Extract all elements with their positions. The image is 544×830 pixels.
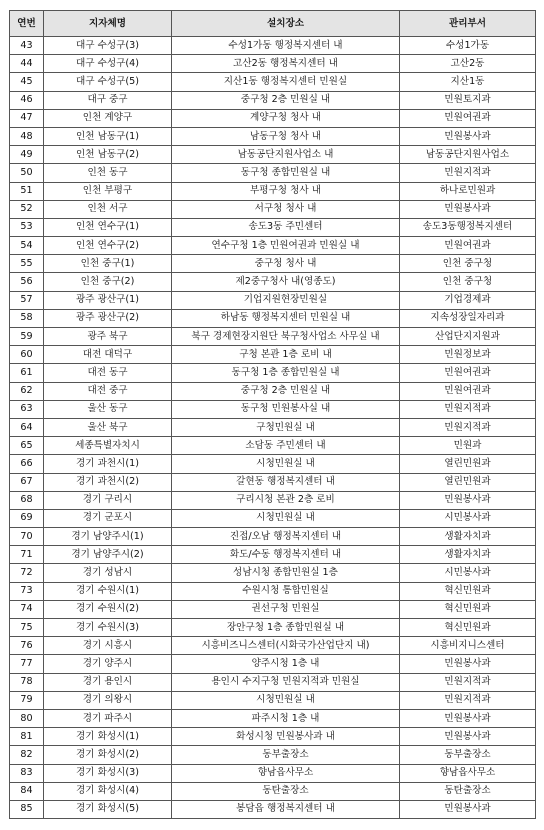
department-cell: 민원봉사과	[400, 800, 536, 818]
municipality-cell: 경기 파주시	[44, 709, 172, 727]
location-cell: 구청 본관 1층 로비 내	[172, 346, 400, 364]
table-row	[10, 655, 536, 673]
table-row	[10, 709, 536, 727]
municipality-cell: 경기 화성시(1)	[44, 728, 172, 746]
location-cell: 성남시청 종합민원실 1층	[172, 564, 400, 582]
row-number: 69	[10, 509, 44, 527]
row-number: 61	[10, 364, 44, 382]
department-cell: 동탄출장소	[400, 782, 536, 800]
location-cell: 권선구청 민원실	[172, 600, 400, 618]
table-row	[10, 800, 536, 818]
table-row	[10, 746, 536, 764]
row-number: 72	[10, 564, 44, 582]
location-cell: 화도/수동 행정복지센터 내	[172, 546, 400, 564]
department-cell: 열린민원과	[400, 473, 536, 491]
department-cell: 민원지적과	[400, 400, 536, 418]
municipality-cell: 울산 북구	[44, 418, 172, 436]
row-number: 79	[10, 691, 44, 709]
municipality-cell: 경기 화성시(5)	[44, 800, 172, 818]
header-number: 연번	[10, 11, 44, 37]
location-cell: 소담동 주민센터 내	[172, 437, 400, 455]
municipality-cell: 대구 수성구(5)	[44, 73, 172, 91]
location-cell: 계양구청 청사 내	[172, 109, 400, 127]
table-row	[10, 582, 536, 600]
row-number: 66	[10, 455, 44, 473]
row-number: 85	[10, 800, 44, 818]
table-row	[10, 564, 536, 582]
municipality-cell: 경기 수원시(1)	[44, 582, 172, 600]
municipality-cell: 인천 연수구(1)	[44, 218, 172, 236]
table-row	[10, 491, 536, 509]
table-row	[10, 346, 536, 364]
table-row	[10, 691, 536, 709]
department-cell: 민원봉사과	[400, 709, 536, 727]
row-number: 56	[10, 273, 44, 291]
row-number: 71	[10, 546, 44, 564]
row-number: 62	[10, 382, 44, 400]
installation-table	[9, 10, 536, 819]
department-cell: 민원지적과	[400, 673, 536, 691]
table-row	[10, 255, 536, 273]
department-cell: 혁신민원과	[400, 619, 536, 637]
location-cell: 봉담읍 행정복지센터 내	[172, 800, 400, 818]
department-cell: 동부출장소	[400, 746, 536, 764]
municipality-cell: 경기 남양주시(2)	[44, 546, 172, 564]
department-cell: 시흥비지니스센터	[400, 637, 536, 655]
location-cell: 화성시청 민원봉사과 내	[172, 728, 400, 746]
department-cell: 민원여권과	[400, 364, 536, 382]
location-cell: 동구청 민원봉사실 내	[172, 400, 400, 418]
municipality-cell: 경기 구리시	[44, 491, 172, 509]
table-row	[10, 328, 536, 346]
row-number: 53	[10, 218, 44, 236]
table-row	[10, 291, 536, 309]
row-number: 80	[10, 709, 44, 727]
table-row	[10, 91, 536, 109]
department-cell: 지속성장일자리과	[400, 309, 536, 327]
row-number: 58	[10, 309, 44, 327]
row-number: 60	[10, 346, 44, 364]
department-cell: 향남읍사무소	[400, 764, 536, 782]
header-location: 설치장소	[172, 11, 400, 37]
row-number: 65	[10, 437, 44, 455]
municipality-cell: 경기 남양주시(1)	[44, 528, 172, 546]
municipality-cell: 인천 동구	[44, 164, 172, 182]
municipality-cell: 경기 의왕시	[44, 691, 172, 709]
department-cell: 민원과	[400, 437, 536, 455]
municipality-cell: 울산 동구	[44, 400, 172, 418]
department-cell: 생활자치과	[400, 528, 536, 546]
location-cell: 고산2동 행정복지센터 내	[172, 55, 400, 73]
location-cell: 향남읍사무소	[172, 764, 400, 782]
department-cell: 산업단지지원과	[400, 328, 536, 346]
table-row	[10, 55, 536, 73]
row-number: 47	[10, 109, 44, 127]
row-number: 51	[10, 182, 44, 200]
table-row	[10, 146, 536, 164]
row-number: 82	[10, 746, 44, 764]
department-cell: 고산2동	[400, 55, 536, 73]
row-number: 45	[10, 73, 44, 91]
municipality-cell: 경기 성남시	[44, 564, 172, 582]
location-cell: 하남동 행정복지센터 민원실 내	[172, 309, 400, 327]
location-cell: 남동공단지원사업소 내	[172, 146, 400, 164]
table-row	[10, 473, 536, 491]
table-row	[10, 109, 536, 127]
municipality-cell: 경기 수원시(3)	[44, 619, 172, 637]
table-row	[10, 528, 536, 546]
location-cell: 용인시 수지구청 민원지적과 민원실	[172, 673, 400, 691]
row-number: 81	[10, 728, 44, 746]
location-cell: 시흥비즈니스센터(시화국가산업단지 내)	[172, 637, 400, 655]
municipality-cell: 경기 양주시	[44, 655, 172, 673]
location-cell: 중구청 2층 민원실 내	[172, 382, 400, 400]
municipality-cell: 대구 수성구(4)	[44, 55, 172, 73]
municipality-cell: 인천 중구(2)	[44, 273, 172, 291]
table-row	[10, 673, 536, 691]
department-cell: 민원지적과	[400, 164, 536, 182]
row-number: 74	[10, 600, 44, 618]
row-number: 68	[10, 491, 44, 509]
location-cell: 구청민원실 내	[172, 418, 400, 436]
department-cell: 민원여권과	[400, 382, 536, 400]
department-cell: 송도3동행정복지센터	[400, 218, 536, 236]
row-number: 46	[10, 91, 44, 109]
department-cell: 혁신민원과	[400, 582, 536, 600]
location-cell: 동탄출장소	[172, 782, 400, 800]
location-cell: 구리시청 본관 2층 로비	[172, 491, 400, 509]
table-row	[10, 400, 536, 418]
department-cell: 민원지적과	[400, 691, 536, 709]
municipality-cell: 경기 용인시	[44, 673, 172, 691]
municipality-cell: 광주 광산구(2)	[44, 309, 172, 327]
table-row	[10, 182, 536, 200]
location-cell: 중구청 청사 내	[172, 255, 400, 273]
table-row	[10, 364, 536, 382]
department-cell: 인천 중구청	[400, 273, 536, 291]
municipality-cell: 경기 군포시	[44, 509, 172, 527]
department-cell: 수성1가동	[400, 37, 536, 55]
row-number: 84	[10, 782, 44, 800]
department-cell: 생활자치과	[400, 546, 536, 564]
department-cell: 기업경제과	[400, 291, 536, 309]
table-row	[10, 764, 536, 782]
location-cell: 남동구청 청사 내	[172, 127, 400, 145]
row-number: 44	[10, 55, 44, 73]
location-cell: 장안구청 1층 종합민원실 내	[172, 619, 400, 637]
installation-table-container	[9, 10, 535, 819]
location-cell: 양주시청 1층 내	[172, 655, 400, 673]
header-municipality: 지자체명	[44, 11, 172, 37]
location-cell: 수성1가동 행정복지센터 내	[172, 37, 400, 55]
department-cell: 민원봉사과	[400, 728, 536, 746]
department-cell: 남동공단지원사업소	[400, 146, 536, 164]
row-number: 52	[10, 200, 44, 218]
table-row	[10, 37, 536, 55]
department-cell: 민원봉사과	[400, 200, 536, 218]
row-number: 83	[10, 764, 44, 782]
municipality-cell: 인천 계양구	[44, 109, 172, 127]
table-row	[10, 637, 536, 655]
location-cell: 송도3동 주민센터	[172, 218, 400, 236]
department-cell: 민원봉사과	[400, 655, 536, 673]
department-cell: 시민봉사과	[400, 564, 536, 582]
location-cell: 파주시청 1층 내	[172, 709, 400, 727]
row-number: 57	[10, 291, 44, 309]
municipality-cell: 대전 대덕구	[44, 346, 172, 364]
location-cell: 서구청 청사 내	[172, 200, 400, 218]
row-number: 73	[10, 582, 44, 600]
table-row	[10, 418, 536, 436]
department-cell: 민원봉사과	[400, 491, 536, 509]
table-row	[10, 455, 536, 473]
location-cell: 진접/오남 행정복지센터 내	[172, 528, 400, 546]
table-row	[10, 619, 536, 637]
table-row	[10, 273, 536, 291]
municipality-cell: 경기 과천시(2)	[44, 473, 172, 491]
row-number: 76	[10, 637, 44, 655]
row-number: 43	[10, 37, 44, 55]
department-cell: 민원여권과	[400, 109, 536, 127]
location-cell: 시청민원실 내	[172, 691, 400, 709]
table-row	[10, 164, 536, 182]
row-number: 63	[10, 400, 44, 418]
department-cell: 열린민원과	[400, 455, 536, 473]
location-cell: 중구청 2층 민원실 내	[172, 91, 400, 109]
row-number: 50	[10, 164, 44, 182]
location-cell: 시청민원실 내	[172, 509, 400, 527]
location-cell: 북구 경제현장지원단 북구청사업소 사무실 내	[172, 328, 400, 346]
municipality-cell: 경기 화성시(3)	[44, 764, 172, 782]
municipality-cell: 대구 수성구(3)	[44, 37, 172, 55]
table-row	[10, 237, 536, 255]
department-cell: 지산1동	[400, 73, 536, 91]
municipality-cell: 대전 동구	[44, 364, 172, 382]
row-number: 64	[10, 418, 44, 436]
header-department: 관리부서	[400, 11, 536, 37]
department-cell: 민원여권과	[400, 237, 536, 255]
municipality-cell: 경기 과천시(1)	[44, 455, 172, 473]
table-body	[10, 37, 536, 819]
municipality-cell: 경기 수원시(2)	[44, 600, 172, 618]
row-number: 49	[10, 146, 44, 164]
municipality-cell: 광주 북구	[44, 328, 172, 346]
municipality-cell: 인천 부평구	[44, 182, 172, 200]
department-cell: 혁신민원과	[400, 600, 536, 618]
municipality-cell: 인천 연수구(2)	[44, 237, 172, 255]
table-row	[10, 309, 536, 327]
location-cell: 지산1동 행정복지센터 민원실	[172, 73, 400, 91]
municipality-cell: 인천 남동구(2)	[44, 146, 172, 164]
row-number: 78	[10, 673, 44, 691]
department-cell: 민원정보과	[400, 346, 536, 364]
table-row	[10, 127, 536, 145]
location-cell: 시청민원실 내	[172, 455, 400, 473]
table-row	[10, 600, 536, 618]
row-number: 67	[10, 473, 44, 491]
location-cell: 기업지원현장민원실	[172, 291, 400, 309]
department-cell: 인천 중구청	[400, 255, 536, 273]
department-cell: 민원토지과	[400, 91, 536, 109]
department-cell: 민원봉사과	[400, 127, 536, 145]
table-row	[10, 546, 536, 564]
row-number: 75	[10, 619, 44, 637]
department-cell: 민원지적과	[400, 418, 536, 436]
location-cell: 부평구청 청사 내	[172, 182, 400, 200]
location-cell: 연수구청 1층 민원여권과 민원실 내	[172, 237, 400, 255]
row-number: 48	[10, 127, 44, 145]
municipality-cell: 세종특별자치시	[44, 437, 172, 455]
municipality-cell: 광주 광산구(1)	[44, 291, 172, 309]
municipality-cell: 인천 서구	[44, 200, 172, 218]
table-row	[10, 73, 536, 91]
location-cell: 동부출장소	[172, 746, 400, 764]
location-cell: 수원시청 통합민원실	[172, 582, 400, 600]
location-cell: 동구청 종합민원실 내	[172, 164, 400, 182]
table-row	[10, 218, 536, 236]
location-cell: 갈현동 행정복지센터 내	[172, 473, 400, 491]
department-cell: 시민봉사과	[400, 509, 536, 527]
table-row	[10, 782, 536, 800]
municipality-cell: 대전 중구	[44, 382, 172, 400]
municipality-cell: 경기 화성시(4)	[44, 782, 172, 800]
municipality-cell: 인천 남동구(1)	[44, 127, 172, 145]
table-row	[10, 437, 536, 455]
row-number: 77	[10, 655, 44, 673]
location-cell: 제2중구청사 내(영종도)	[172, 273, 400, 291]
row-number: 70	[10, 528, 44, 546]
table-row	[10, 728, 536, 746]
table-row	[10, 200, 536, 218]
table-header-row	[10, 11, 536, 37]
municipality-cell: 경기 시흥시	[44, 637, 172, 655]
row-number: 59	[10, 328, 44, 346]
table-row	[10, 382, 536, 400]
municipality-cell: 대구 중구	[44, 91, 172, 109]
location-cell: 동구청 1층 종합민원실 내	[172, 364, 400, 382]
table-row	[10, 509, 536, 527]
row-number: 54	[10, 237, 44, 255]
municipality-cell: 경기 화성시(2)	[44, 746, 172, 764]
row-number: 55	[10, 255, 44, 273]
municipality-cell: 인천 중구(1)	[44, 255, 172, 273]
department-cell: 하나로민원과	[400, 182, 536, 200]
